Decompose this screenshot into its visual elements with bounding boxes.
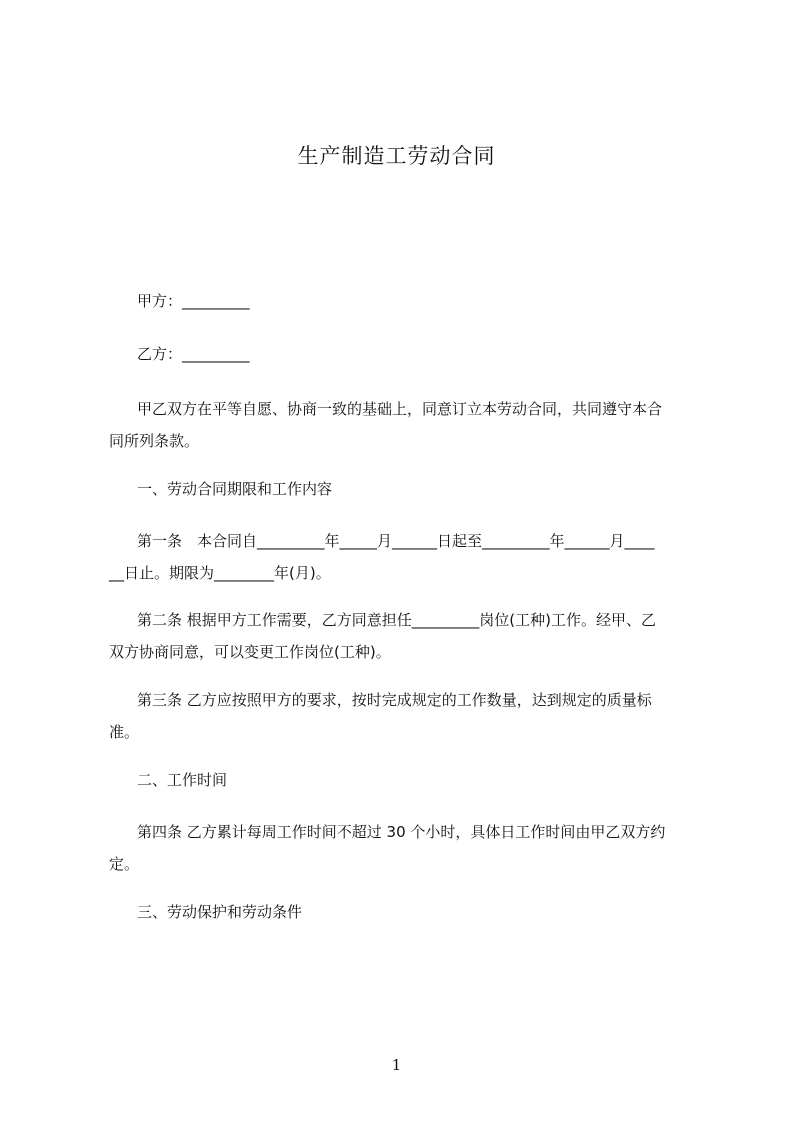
intro-paragraph xyxy=(109,393,703,457)
page-number: 1 xyxy=(391,1056,402,1074)
article-4-line-1: 第四条 乙方累计每周工作时间不超过 30 个小时，具体日工作时间由甲乙双方约 xyxy=(137,823,666,841)
article-1 xyxy=(109,525,703,589)
article-1-line-1: 第一条 本合同自_________年_____月______日起至_________年______月____ xyxy=(137,532,655,550)
party-b-line: 乙方：_________ xyxy=(137,345,250,363)
article-2-line-1: 第二条 根据甲方工作需要，乙方同意担任_________岗位(工种)工作。经甲、乙 xyxy=(137,611,656,629)
section-3-heading: 三、劳动保护和劳动条件 xyxy=(137,903,303,921)
article-3 xyxy=(109,684,703,748)
article-2 xyxy=(109,604,703,668)
article-3-line-2: 准。 xyxy=(109,723,140,741)
article-1-line-2: __日止。期限为________年(月)。 xyxy=(109,564,331,582)
article-2-line-2: 双方协商同意，可以变更工作岗位(工种)。 xyxy=(109,643,391,661)
intro-line-1: 甲乙双方在平等自愿、协商一致的基础上，同意订立本劳动合同，共同遵守本合 xyxy=(137,400,663,418)
article-4-line-2: 定。 xyxy=(109,855,140,873)
document-title: 生产制造工劳动合同 xyxy=(297,144,496,168)
article-4 xyxy=(109,816,703,880)
intro-line-2: 同所列条款。 xyxy=(109,432,200,450)
party-a-line: 甲方：_________ xyxy=(137,292,250,310)
section-1-heading: 一、劳动合同期限和工作内容 xyxy=(137,480,333,498)
section-2-heading: 二、工作时间 xyxy=(137,771,228,789)
article-3-line-1: 第三条 乙方应按照甲方的要求，按时完成规定的工作数量，达到规定的质量标 xyxy=(137,691,652,709)
